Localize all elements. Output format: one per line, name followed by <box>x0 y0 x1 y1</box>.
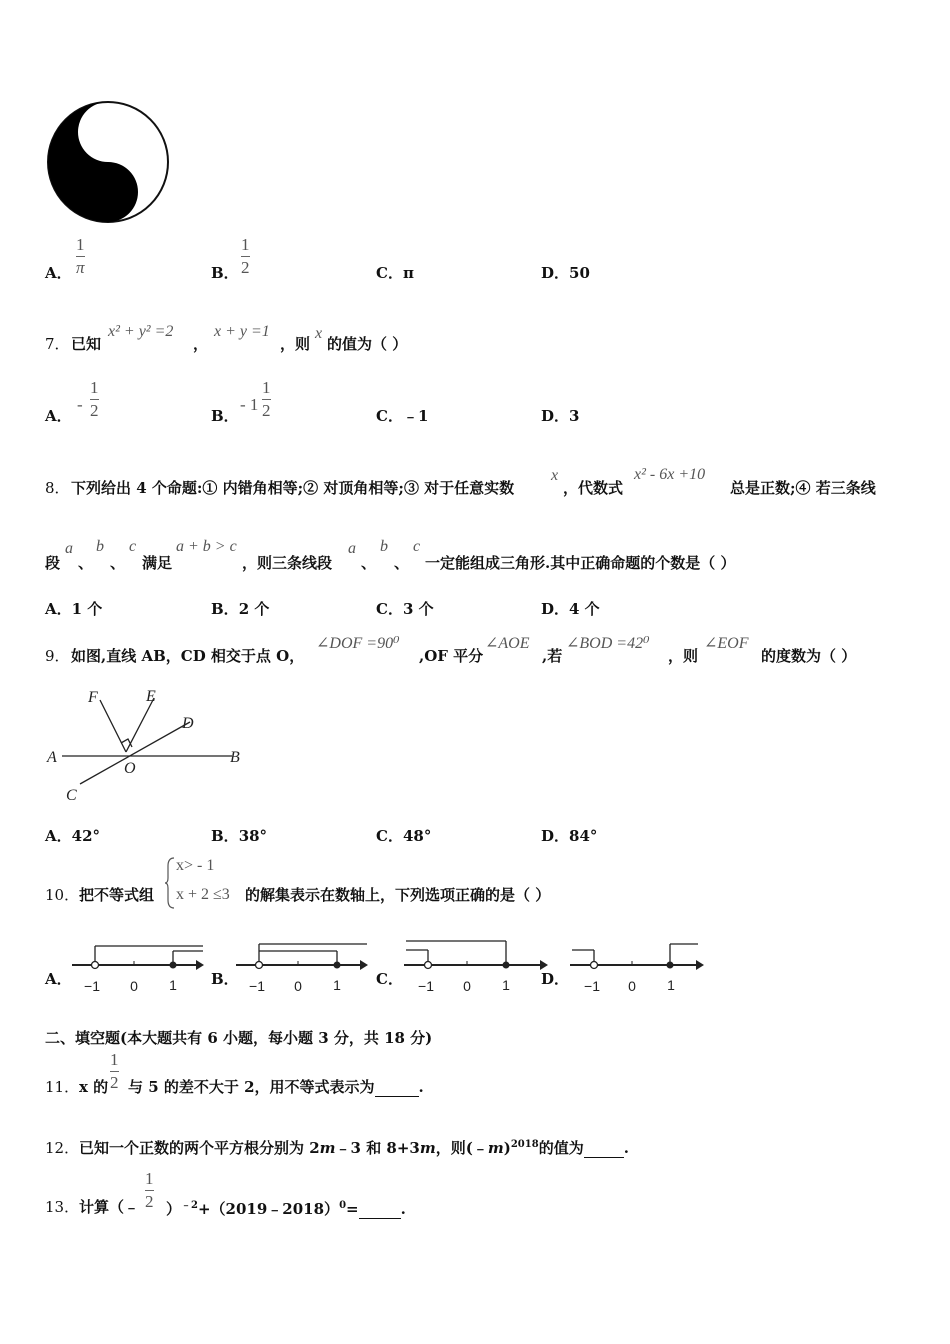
q7-text: 已知 <box>71 335 102 353</box>
q13-text2: ）$^{﹣2}$+（2019﹣2018）$^0$= . <box>166 1200 406 1218</box>
q6-option-b-fraction: 1 2 <box>241 235 250 277</box>
q10-option-c-number-line <box>402 936 552 998</box>
svg-text:1: 1 <box>502 977 510 993</box>
q8-option-a: A．1 个 <box>45 600 103 618</box>
q8-option-d: D．4 个 <box>541 600 600 618</box>
q7-option-b-letter: B． <box>211 407 239 425</box>
q7-option-d: D．3 <box>541 407 580 425</box>
label-f: F <box>88 689 98 706</box>
svg-text:−1: −1 <box>584 978 600 994</box>
q10-option-a-letter: A． <box>45 970 72 988</box>
q8-line2c: ，则三条线段 <box>242 554 333 572</box>
q9-expr3: ∠BOD =42⁰ <box>566 635 650 652</box>
q10-option-d-letter: D． <box>541 970 570 988</box>
q7-var: x <box>315 325 323 342</box>
q11-text1: x 的 <box>79 1078 109 1096</box>
q7-expr1: x² + y² =2 <box>108 323 174 340</box>
q8-a2: a <box>348 540 356 557</box>
label-c: C <box>66 787 77 804</box>
q8-sep: 、 <box>78 554 94 572</box>
q8-number: 8． <box>45 479 70 497</box>
q10-option-b-letter: B． <box>211 970 239 988</box>
q8-line1b: ，代数式 <box>563 479 624 497</box>
q13-number: 13． <box>45 1198 80 1216</box>
q10-option-b-number-line <box>234 940 369 998</box>
q11-fraction: 1 2 <box>110 1050 119 1092</box>
q13-text1: 计算（﹣ <box>79 1198 140 1216</box>
label-o: O <box>124 760 136 777</box>
label-d: D <box>182 715 194 732</box>
q7-text3: 的值为（ ） <box>327 335 408 353</box>
svg-text:1: 1 <box>169 977 177 993</box>
label-e: E <box>146 688 156 705</box>
q10-number: 10． <box>45 886 80 904</box>
inequality-1: x> - 1 <box>176 857 215 874</box>
q10-text1: 把不等式组 <box>79 886 155 904</box>
label-b: B <box>230 749 240 766</box>
section-title: 二、填空题(本大题共有 6 小题，每小题 3 分，共 18 分) <box>45 1029 433 1047</box>
q9-option-a: A．42° <box>45 827 101 845</box>
q11-text2: 与 5 的差不大于 2，用不等式表示为 . <box>128 1078 424 1096</box>
q10-option-a-number-line <box>70 940 205 998</box>
q8-option-b: B．2 个 <box>211 600 270 618</box>
q6-option-a-letter: A． <box>45 264 72 282</box>
q9-expr1: ∠DOF =90⁰ <box>316 635 400 652</box>
q7-option-a-fraction: 1 2 <box>90 378 99 420</box>
q8-var-x: x <box>551 467 559 484</box>
q10-text2: 的解集表示在数轴上，下列选项正确的是（ ） <box>245 886 551 904</box>
svg-text:1: 1 <box>667 977 675 993</box>
q9-text1: 如图,直线 AB，CD 相交于点 O， <box>71 647 305 665</box>
q7-option-c: C．﹣1 <box>376 407 429 425</box>
svg-text:0: 0 <box>628 978 636 994</box>
q6-option-b-letter: B． <box>211 264 239 282</box>
svg-text:−1: −1 <box>84 978 100 994</box>
q8-cond: a + b > c <box>176 538 237 555</box>
q9-text4: ，则 <box>668 647 699 665</box>
q8-sep3: 、 <box>361 554 377 572</box>
q9-option-d: D．84° <box>541 827 598 845</box>
q9-expr4: ∠EOF <box>704 635 749 652</box>
q8-expr: x² - 6x +10 <box>634 466 706 483</box>
q9-option-b: B．38° <box>211 827 268 845</box>
svg-text:0: 0 <box>130 978 138 994</box>
yin-yang-figure <box>44 99 172 225</box>
inequality-2: x + 2 ≤3 <box>176 886 230 903</box>
q10-option-d-number-line <box>568 936 708 998</box>
q10-option-c-letter: C． <box>376 970 403 988</box>
q8-option-c: C．3 个 <box>376 600 434 618</box>
q9-text5: 的度数为（ ） <box>761 647 857 665</box>
q8-sep2: 、 <box>110 554 126 572</box>
q12-number: 12． <box>45 1139 80 1157</box>
q8-a: a <box>65 540 73 557</box>
q8-line1c: 总是正数;④ 若三条线 <box>730 479 876 497</box>
q8-b2: b <box>380 538 388 555</box>
q9-option-c: C．48° <box>376 827 432 845</box>
q8-c2: c <box>413 538 421 555</box>
left-brace-icon <box>164 856 176 910</box>
q7-comma: ， <box>193 335 209 353</box>
label-a: A <box>47 749 57 766</box>
q8-b: b <box>96 538 104 555</box>
svg-text:1: 1 <box>333 977 341 993</box>
q6-option-d: D．50 <box>541 264 590 282</box>
q8-line1: 下列给出 4 个命题:① 内错角相等;② 对顶角相等;③ 对于任意实数 <box>71 479 515 497</box>
q12-text: 已知一个正数的两个平方根分别为 2m﹣3 和 8+3m，则(﹣m)$^{2018}$的值为 . <box>79 1139 629 1157</box>
q7-text2: ，则 <box>280 335 311 353</box>
q7-option-b-fraction: 1 2 <box>262 378 271 420</box>
q9-text2: ,OF 平分 <box>419 647 484 665</box>
ray-of <box>100 700 126 752</box>
q13-fraction: 1 2 <box>145 1169 154 1211</box>
q7-option-b-sign: - 1 <box>240 395 259 414</box>
svg-text:0: 0 <box>463 978 471 994</box>
q6-option-a-fraction: 1 π <box>76 235 85 277</box>
q9-geometry-figure <box>44 684 254 806</box>
q9-text3: ,若 <box>542 647 563 665</box>
q11-number: 11． <box>45 1078 80 1096</box>
q8-sep4: 、 <box>394 554 410 572</box>
q9-number: 9． <box>45 647 70 665</box>
svg-text:−1: −1 <box>249 978 265 994</box>
q8-c: c <box>129 538 137 555</box>
inequality-system <box>164 856 244 910</box>
q7-expr2: x + y =1 <box>214 323 270 340</box>
q7-option-a-letter: A． <box>45 407 72 425</box>
q8-line2d: 一定能组成三角形.其中正确命题的个数是（ ） <box>425 554 736 572</box>
svg-text:0: 0 <box>294 978 302 994</box>
q8-line2b: 满足 <box>142 554 173 572</box>
q9-expr2: ∠AOE <box>485 635 530 652</box>
q6-option-c: C．π <box>376 264 414 282</box>
q7-option-a-sign: - <box>77 395 83 414</box>
q7-number: 7． <box>45 335 70 353</box>
q8-line2a: 段 <box>45 554 61 572</box>
svg-text:−1: −1 <box>418 978 434 994</box>
